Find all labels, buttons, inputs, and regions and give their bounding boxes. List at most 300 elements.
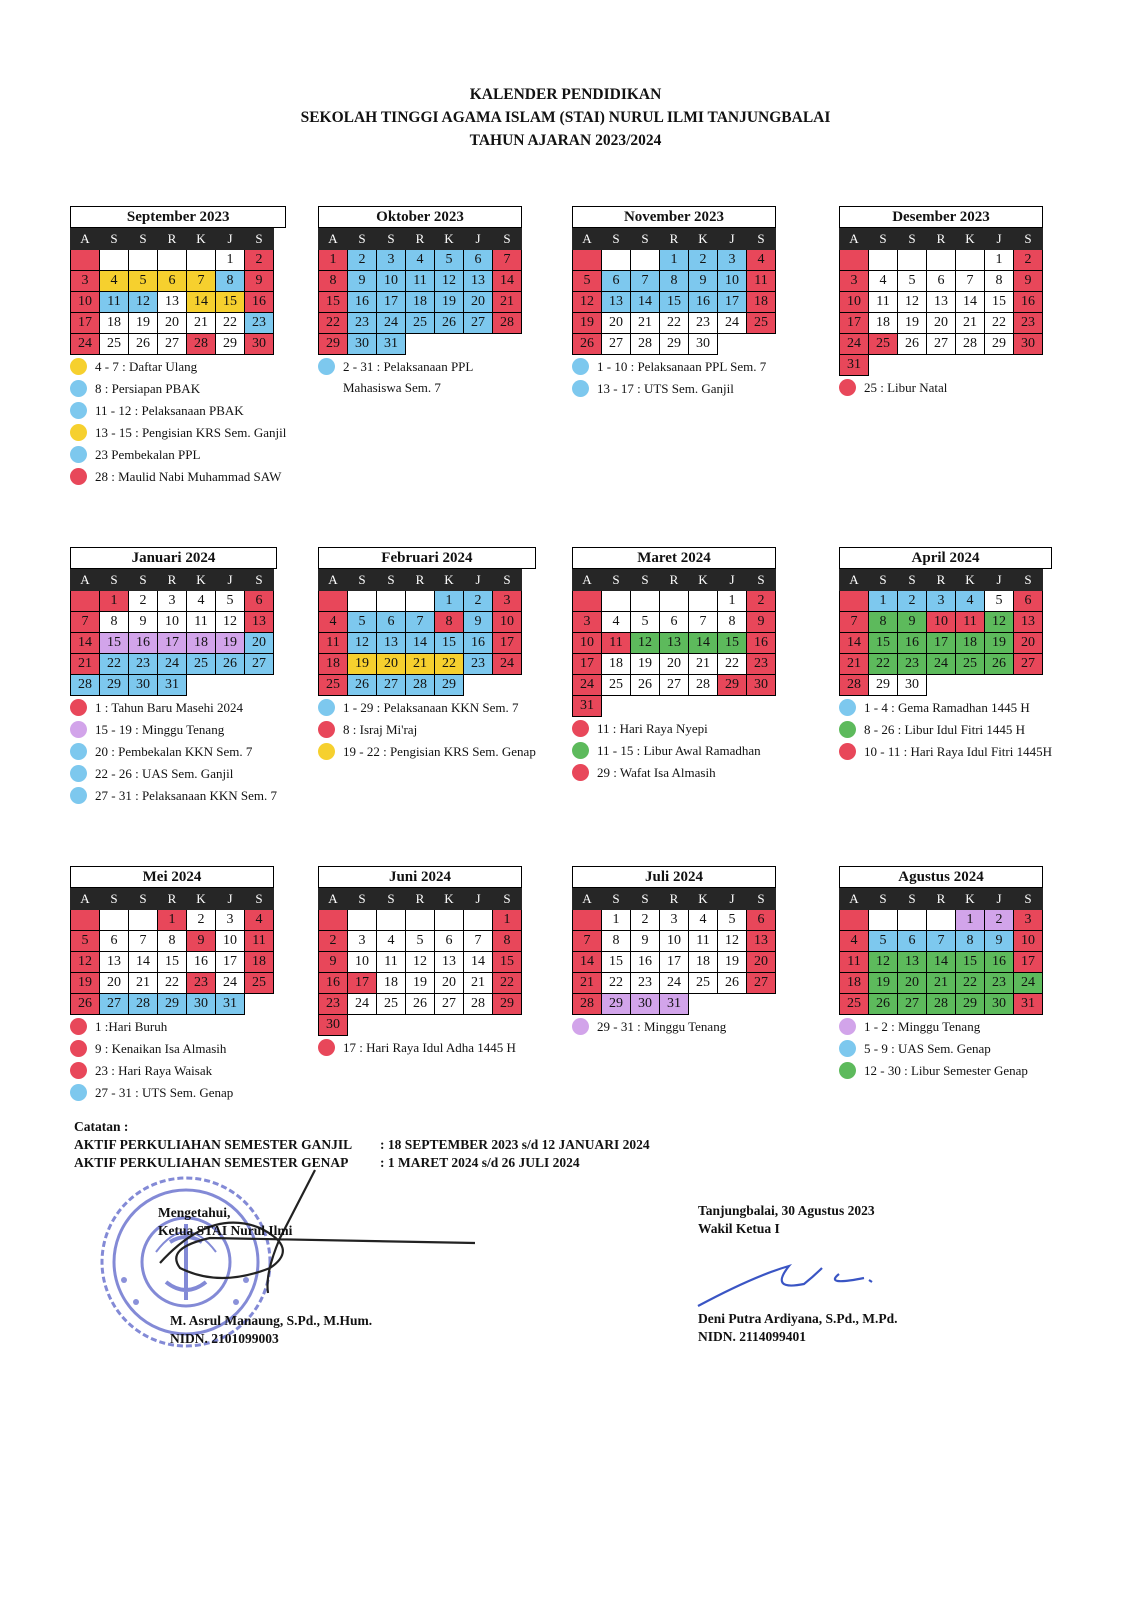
date-cell: 12 xyxy=(631,633,660,654)
date-cell: 20 xyxy=(377,654,406,675)
date-cell: 14 xyxy=(129,952,158,973)
month-grid xyxy=(318,228,522,355)
date-cell: 5 xyxy=(216,591,245,612)
date-cell: 28 xyxy=(71,675,100,696)
date-cell: 28 xyxy=(927,994,956,1015)
day-header: K xyxy=(435,570,464,591)
date-cell: 30 xyxy=(348,334,377,355)
legend-dot-icon xyxy=(70,468,87,485)
day-header: S xyxy=(1014,229,1043,250)
month-grid xyxy=(318,888,522,1036)
legend-dot-icon xyxy=(318,721,335,738)
month-grid xyxy=(70,228,274,355)
day-header: S xyxy=(747,570,776,591)
date-cell: 1 xyxy=(158,910,187,931)
date-cell: 21 xyxy=(493,292,522,313)
empty-cell xyxy=(840,910,869,931)
date-cell: 10 xyxy=(158,612,187,633)
legend-dot-icon xyxy=(839,379,856,396)
date-cell: 28 xyxy=(689,675,718,696)
date-cell: 19 xyxy=(985,633,1014,654)
empty-cell xyxy=(747,696,776,717)
day-header: R xyxy=(927,889,956,910)
legend-dot-icon xyxy=(318,358,335,375)
empty-cell xyxy=(100,250,129,271)
date-cell: 22 xyxy=(985,313,1014,334)
legend-text: 13 - 17 : UTS Sem. Ganjil xyxy=(597,381,734,396)
date-cell: 26 xyxy=(71,994,100,1015)
date-cell: 25 xyxy=(245,973,274,994)
date-cell: 15 xyxy=(216,292,245,313)
date-cell: 17 xyxy=(71,313,100,334)
day-header: A xyxy=(319,570,348,591)
month-legend xyxy=(572,1018,776,1035)
date-cell: 8 xyxy=(718,612,747,633)
date-cell: 24 xyxy=(573,675,602,696)
date-cell: 20 xyxy=(660,654,689,675)
date-cell: 6 xyxy=(747,910,776,931)
legend-text: 23 Pembekalan PPL xyxy=(95,447,201,462)
legend-text: 17 : Hari Raya Idul Adha 1445 H xyxy=(343,1040,516,1055)
date-cell: 23 xyxy=(129,654,158,675)
date-cell: 29 xyxy=(985,334,1014,355)
day-header: A xyxy=(319,889,348,910)
date-cell: 31 xyxy=(660,994,689,1015)
date-cell: 28 xyxy=(573,994,602,1015)
empty-cell xyxy=(406,1015,435,1036)
legend-text: 15 - 19 : Minggu Tenang xyxy=(95,722,225,737)
date-cell: 26 xyxy=(129,334,158,355)
month-calendar xyxy=(572,547,776,786)
legend-dot-icon xyxy=(318,743,335,760)
date-cell: 19 xyxy=(129,313,158,334)
date-cell: 7 xyxy=(573,931,602,952)
empty-cell xyxy=(435,334,464,355)
empty-cell xyxy=(1014,355,1043,376)
date-cell: 4 xyxy=(602,612,631,633)
empty-cell xyxy=(631,591,660,612)
date-cell: 1 xyxy=(956,910,985,931)
day-header: S xyxy=(898,570,927,591)
date-cell: 9 xyxy=(1014,271,1043,292)
date-cell: 19 xyxy=(869,973,898,994)
date-cell: 25 xyxy=(319,675,348,696)
day-header: S xyxy=(869,889,898,910)
date-cell: 2 xyxy=(631,910,660,931)
date-cell: 20 xyxy=(100,973,129,994)
legend-text: 1 : Tahun Baru Masehi 2024 xyxy=(95,700,243,715)
month-title: Desember 2023 xyxy=(839,206,1043,228)
note-value: : 1 MARET 2024 s/d 26 JULI 2024 xyxy=(380,1155,580,1170)
title-line-1: KALENDER PENDIDIKAN xyxy=(469,86,662,103)
day-header: J xyxy=(464,229,493,250)
day-header: S xyxy=(631,889,660,910)
date-cell: 18 xyxy=(956,633,985,654)
signature-block-left xyxy=(158,1204,372,1348)
date-cell: 31 xyxy=(573,696,602,717)
empty-cell xyxy=(689,696,718,717)
day-header: K xyxy=(187,229,216,250)
day-header: S xyxy=(869,229,898,250)
date-cell: 27 xyxy=(158,334,187,355)
date-cell: 19 xyxy=(718,952,747,973)
date-cell: 11 xyxy=(406,271,435,292)
date-cell: 20 xyxy=(927,313,956,334)
legend-item xyxy=(839,699,1052,716)
legend-item xyxy=(70,787,277,804)
month-legend xyxy=(572,720,776,781)
date-cell: 15 xyxy=(493,952,522,973)
empty-cell xyxy=(348,910,377,931)
date-cell: 17 xyxy=(158,633,187,654)
legend-dot-icon xyxy=(572,764,589,781)
legend-text: 1 :Hari Buruh xyxy=(95,1019,168,1034)
date-cell: 31 xyxy=(216,994,245,1015)
date-cell: 27 xyxy=(898,994,927,1015)
legend-item xyxy=(318,699,536,716)
date-cell: 4 xyxy=(689,910,718,931)
date-cell: 5 xyxy=(348,612,377,633)
legend-dot-icon xyxy=(70,424,87,441)
empty-cell xyxy=(464,1015,493,1036)
day-header: A xyxy=(319,229,348,250)
day-header: J xyxy=(216,229,245,250)
legend-item xyxy=(70,446,286,463)
date-cell: 20 xyxy=(158,313,187,334)
date-cell: 22 xyxy=(602,973,631,994)
date-cell: 24 xyxy=(377,313,406,334)
date-cell: 11 xyxy=(100,292,129,313)
day-header: A xyxy=(573,570,602,591)
date-cell: 3 xyxy=(348,931,377,952)
month-title: Agustus 2024 xyxy=(839,866,1043,888)
legend-text: 23 : Hari Raya Waisak xyxy=(95,1063,213,1078)
date-cell: 15 xyxy=(602,952,631,973)
month-title: Februari 2024 xyxy=(318,547,536,569)
date-cell: 9 xyxy=(129,612,158,633)
empty-cell xyxy=(187,250,216,271)
legend-dot-icon xyxy=(839,1018,856,1035)
month-legend xyxy=(70,358,286,485)
date-cell: 21 xyxy=(927,973,956,994)
date-cell: 25 xyxy=(100,334,129,355)
legend-item xyxy=(839,379,1043,396)
day-header: S xyxy=(100,889,129,910)
date-cell: 1 xyxy=(660,250,689,271)
day-header: A xyxy=(71,889,100,910)
day-header: S xyxy=(245,889,274,910)
date-cell: 9 xyxy=(245,271,274,292)
date-cell: 10 xyxy=(493,612,522,633)
empty-cell xyxy=(319,910,348,931)
legend-text: 11 : Hari Raya Nyepi xyxy=(597,721,708,736)
month-grid xyxy=(839,569,1043,696)
date-cell: 2 xyxy=(464,591,493,612)
day-header: K xyxy=(956,889,985,910)
date-cell: 25 xyxy=(689,973,718,994)
date-cell: 10 xyxy=(377,271,406,292)
date-cell: 8 xyxy=(985,271,1014,292)
month-grid xyxy=(572,888,776,1015)
date-cell: 30 xyxy=(747,675,776,696)
date-cell: 4 xyxy=(869,271,898,292)
month-calendar xyxy=(318,206,522,396)
empty-cell xyxy=(377,1015,406,1036)
date-cell: 24 xyxy=(1014,973,1043,994)
date-cell: 26 xyxy=(435,313,464,334)
date-cell: 23 xyxy=(1014,313,1043,334)
empty-cell xyxy=(377,591,406,612)
date-cell: 12 xyxy=(406,952,435,973)
date-cell: 25 xyxy=(602,675,631,696)
legend-dot-icon xyxy=(70,1018,87,1035)
date-cell: 3 xyxy=(660,910,689,931)
date-cell: 27 xyxy=(747,973,776,994)
date-cell: 21 xyxy=(956,313,985,334)
legend-dot-icon xyxy=(572,358,589,375)
legend-dot-icon xyxy=(839,699,856,716)
date-cell: 25 xyxy=(377,994,406,1015)
date-cell: 15 xyxy=(100,633,129,654)
date-cell: 29 xyxy=(435,675,464,696)
empty-cell xyxy=(869,250,898,271)
date-cell: 17 xyxy=(493,633,522,654)
date-cell: 10 xyxy=(573,633,602,654)
date-cell: 27 xyxy=(245,654,274,675)
date-cell: 8 xyxy=(602,931,631,952)
legend-text: 1 - 4 : Gema Ramadhan 1445 H xyxy=(864,700,1030,715)
day-header: R xyxy=(158,570,187,591)
date-cell: 9 xyxy=(898,612,927,633)
date-cell: 15 xyxy=(718,633,747,654)
month-title: November 2023 xyxy=(572,206,776,228)
month-calendar xyxy=(70,547,277,809)
date-cell: 16 xyxy=(464,633,493,654)
date-cell: 22 xyxy=(158,973,187,994)
month-title: Maret 2024 xyxy=(572,547,776,569)
date-cell: 6 xyxy=(100,931,129,952)
date-cell: 26 xyxy=(898,334,927,355)
date-cell: 3 xyxy=(377,250,406,271)
date-cell: 8 xyxy=(100,612,129,633)
legend-item xyxy=(70,402,286,419)
empty-cell xyxy=(718,334,747,355)
date-cell: 9 xyxy=(985,931,1014,952)
date-cell: 16 xyxy=(898,633,927,654)
month-legend xyxy=(318,358,522,396)
date-cell: 6 xyxy=(435,931,464,952)
date-cell: 28 xyxy=(493,313,522,334)
legend-dot-icon xyxy=(572,380,589,397)
month-calendar xyxy=(572,866,776,1040)
empty-cell xyxy=(602,696,631,717)
date-cell: 5 xyxy=(869,931,898,952)
legend-text: 9 : Kenaikan Isa Almasih xyxy=(95,1041,227,1056)
date-cell: 5 xyxy=(573,271,602,292)
date-cell: 10 xyxy=(71,292,100,313)
date-cell: 18 xyxy=(245,952,274,973)
empty-cell xyxy=(660,591,689,612)
date-cell: 11 xyxy=(319,633,348,654)
empty-cell xyxy=(573,591,602,612)
date-cell: 13 xyxy=(377,633,406,654)
empty-cell xyxy=(898,250,927,271)
legend-text: 2 - 31 : Pelaksanaan PPL xyxy=(343,359,474,374)
day-header: J xyxy=(718,570,747,591)
empty-cell xyxy=(631,696,660,717)
month-calendar xyxy=(318,547,536,765)
date-cell: 12 xyxy=(71,952,100,973)
legend-item xyxy=(70,468,286,485)
date-cell: 10 xyxy=(840,292,869,313)
legend-dot-icon xyxy=(318,1039,335,1056)
date-cell: 3 xyxy=(216,910,245,931)
date-cell: 21 xyxy=(573,973,602,994)
day-header: S xyxy=(898,889,927,910)
legend-item xyxy=(572,764,776,781)
empty-cell xyxy=(493,1015,522,1036)
month-title: April 2024 xyxy=(839,547,1052,569)
month-calendar xyxy=(70,866,274,1106)
month-calendar xyxy=(839,547,1052,765)
date-cell: 13 xyxy=(927,292,956,313)
date-cell: 14 xyxy=(927,952,956,973)
signature-right-role: Wakil Ketua I xyxy=(698,1221,780,1236)
day-header: S xyxy=(493,229,522,250)
date-cell: 26 xyxy=(631,675,660,696)
empty-cell xyxy=(573,250,602,271)
date-cell: 23 xyxy=(631,973,660,994)
day-header: K xyxy=(689,570,718,591)
date-cell: 23 xyxy=(747,654,776,675)
date-cell: 23 xyxy=(689,313,718,334)
date-cell: 14 xyxy=(493,271,522,292)
empty-cell xyxy=(985,355,1014,376)
date-cell: 22 xyxy=(493,973,522,994)
empty-cell xyxy=(602,250,631,271)
empty-cell xyxy=(245,994,274,1015)
day-header: R xyxy=(158,229,187,250)
date-cell: 20 xyxy=(747,952,776,973)
date-cell: 14 xyxy=(187,292,216,313)
date-cell: 28 xyxy=(129,994,158,1015)
date-cell: 3 xyxy=(71,271,100,292)
date-cell: 1 xyxy=(100,591,129,612)
date-cell: 19 xyxy=(348,654,377,675)
signature-right-place-date: Tanjungbalai, 30 Agustus 2023 xyxy=(698,1203,875,1218)
legend-dot-icon xyxy=(70,699,87,716)
date-cell: 13 xyxy=(602,292,631,313)
date-cell: 11 xyxy=(377,952,406,973)
date-cell: 3 xyxy=(718,250,747,271)
date-cell: 27 xyxy=(464,313,493,334)
signature-left-title: Ketua STAI Nurul Ilmi xyxy=(158,1223,293,1238)
date-cell: 12 xyxy=(573,292,602,313)
notes-section xyxy=(74,1118,650,1172)
day-header: S xyxy=(1014,570,1043,591)
legend-item xyxy=(70,765,277,782)
day-header: A xyxy=(840,889,869,910)
date-cell: 26 xyxy=(406,994,435,1015)
date-cell: 31 xyxy=(840,355,869,376)
legend-text: 19 - 22 : Pengisian KRS Sem. Genap xyxy=(343,744,536,759)
date-cell: 6 xyxy=(602,271,631,292)
date-cell: 7 xyxy=(956,271,985,292)
month-title: Juli 2024 xyxy=(572,866,776,888)
date-cell: 24 xyxy=(840,334,869,355)
date-cell: 11 xyxy=(956,612,985,633)
day-header: K xyxy=(956,229,985,250)
legend-dot-icon xyxy=(70,721,87,738)
date-cell: 18 xyxy=(602,654,631,675)
date-cell: 3 xyxy=(158,591,187,612)
signature-left-name: M. Asrul Manaung, S.Pd., M.Hum. xyxy=(170,1313,373,1328)
day-header: S xyxy=(1014,889,1043,910)
empty-cell xyxy=(348,591,377,612)
day-header: R xyxy=(406,229,435,250)
title-line-2: SEKOLAH TINGGI AGAMA ISLAM (STAI) NURUL ILMI TANJUNGBALAI xyxy=(300,109,831,126)
date-cell: 3 xyxy=(573,612,602,633)
day-header: A xyxy=(573,229,602,250)
date-cell: 19 xyxy=(573,313,602,334)
date-cell: 5 xyxy=(435,250,464,271)
legend-text: 11 - 12 : Pelaksanaan PBAK xyxy=(95,403,244,418)
date-cell: 29 xyxy=(869,675,898,696)
date-cell: 24 xyxy=(660,973,689,994)
day-header: S xyxy=(129,229,158,250)
title-line-3: TAHUN AJARAN 2023/2024 xyxy=(469,132,662,149)
legend-item xyxy=(572,380,776,397)
empty-cell xyxy=(573,910,602,931)
empty-cell xyxy=(689,591,718,612)
date-cell: 25 xyxy=(187,654,216,675)
date-cell: 5 xyxy=(718,910,747,931)
date-cell: 17 xyxy=(718,292,747,313)
date-cell: 2 xyxy=(348,250,377,271)
date-cell: 4 xyxy=(319,612,348,633)
day-header: R xyxy=(927,570,956,591)
legend-text: 27 - 31 : Pelaksanaan KKN Sem. 7 xyxy=(95,788,277,803)
date-cell: 18 xyxy=(869,313,898,334)
month-grid xyxy=(70,888,274,1015)
month-grid xyxy=(839,228,1043,376)
date-cell: 22 xyxy=(435,654,464,675)
legend-dot-icon xyxy=(70,402,87,419)
date-cell: 9 xyxy=(464,612,493,633)
legend-text: 11 - 15 : Libur Awal Ramadhan xyxy=(597,743,761,758)
legend-text: 20 : Pembekalan KKN Sem. 7 xyxy=(95,744,253,759)
date-cell: 16 xyxy=(129,633,158,654)
signature-block-right xyxy=(698,1202,898,1346)
date-cell: 29 xyxy=(216,334,245,355)
legend-dot-icon xyxy=(70,765,87,782)
date-cell: 5 xyxy=(129,271,158,292)
legend-text: 25 : Libur Natal xyxy=(864,380,948,395)
note-row-ganjil xyxy=(74,1136,650,1154)
legend-item xyxy=(70,1062,274,1079)
date-cell: 2 xyxy=(747,591,776,612)
date-cell: 4 xyxy=(100,271,129,292)
date-cell: 2 xyxy=(245,250,274,271)
legend-item xyxy=(318,358,522,375)
day-header: A xyxy=(71,229,100,250)
date-cell: 19 xyxy=(898,313,927,334)
legend-dot-icon xyxy=(70,446,87,463)
legend-item xyxy=(839,1040,1043,1057)
day-header: S xyxy=(602,229,631,250)
empty-cell xyxy=(898,355,927,376)
date-cell: 17 xyxy=(216,952,245,973)
